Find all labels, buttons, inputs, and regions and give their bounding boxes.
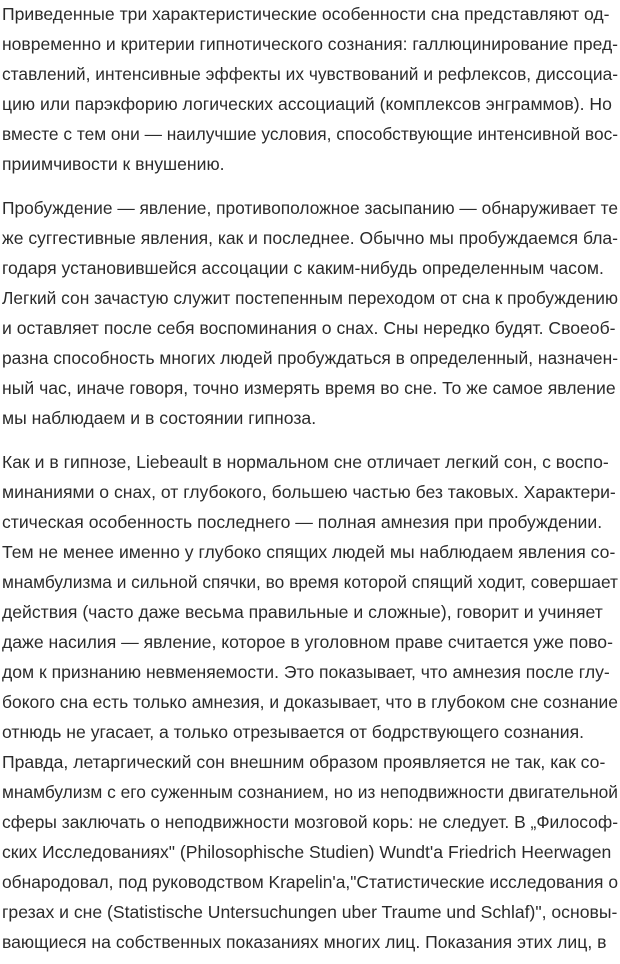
text-line: грезах и сне (Statistische Untersuchungen uber Traume und Schlaf)", основы- xyxy=(2,902,618,922)
text-line: сферы заключать о неподвижности мозговой корь: не следует. В „Философ- xyxy=(2,812,618,832)
text-line: годаря установившейся ассоцации с каким-нибудь определенным часом. xyxy=(2,258,604,278)
text-line: новременно и критерии гипнотического сознания: галлюцинирование пред- xyxy=(2,34,618,54)
text-line: Легкий сон зачастую служит постепенным переходом от сна к пробуждению xyxy=(2,288,618,308)
text-line: Приведенные три характеристические особенности сна представляют од- xyxy=(2,4,610,24)
text-line: разна способность многих людей пробуждаться в определенный, назначен- xyxy=(2,348,618,368)
text-line: мнамбулизма и сильной спячки, во время которой спящий ходит, совершает xyxy=(2,572,618,592)
text-line: Пробуждение — явление, противоположное засыпанию — обнаруживает те xyxy=(2,198,618,218)
text-line: бокого сна есть только амнезия, и доказывает, что в глубоком сне сознание xyxy=(2,692,618,712)
text-line: вместе с тем они — наилучшие условия, способствующие интенсивной вос- xyxy=(2,124,618,144)
text-line: же суггестивные явления, как и последнее. Обычно мы пробуждаемся бла- xyxy=(2,228,618,248)
text-line: отнюдь не угасает, а только отрезывается от бодрствующего сознания. xyxy=(2,722,585,742)
text-line: мы наблюдаем и в состоянии гипноза. xyxy=(2,408,317,428)
text-line: цию или парэкфорию логических ассоциаций (комплексов энграммов). Но xyxy=(2,94,612,114)
text-line: приимчивости к внушению. xyxy=(2,154,225,174)
text-line: Как и в гипнозе, Liebeault в нормальном сне отличает легкий сон, с воспо- xyxy=(2,452,609,472)
text-line: ный час, иначе говоря, точно измерять время во сне. То же самое явление xyxy=(2,378,616,398)
text-line: Правда, летаргический сон внешним образом проявляется не так, как со- xyxy=(2,752,606,772)
text-line: ских Исследованиях" (Philosophische Studien) Wundt'a Friedrich Heerwagen xyxy=(2,842,612,862)
text-line: и оставляет после себя воспоминания о снах. Сны нередко будят. Своеоб- xyxy=(2,318,616,338)
text-line: даже насилия — явление, которое в уголовном праве считается уже пово- xyxy=(2,632,613,652)
text-line: вающиеся на собственных показаниях многих лиц. Показания этих лиц, в xyxy=(2,932,607,952)
text-line: стическая особенность последнего — полная амнезия при пробуждении. xyxy=(2,512,603,532)
text-line: действия (часто даже весьма правильные и сложные), говорит и учиняет xyxy=(2,602,603,622)
text-line: обнародовал, под руководством Krapelin'a,"Статистические исследования о xyxy=(2,872,618,892)
text-line: дом к признанию невменяемости. Это показывает, что амнезия после глу- xyxy=(2,662,610,682)
text-line: ставлений, интенсивные эффекты их чувствований и рефлексов, диссоциа- xyxy=(2,64,618,84)
text-line: Тем не менее именно у глубоко спящих людей мы наблюдаем явления со- xyxy=(2,542,616,562)
text-line: мнамбулизм с его суженным сознанием, но из неподвижности двигательной xyxy=(2,782,618,802)
text-line: минаниями о снах, от глубокого, большею частью без таковых. Характери- xyxy=(2,482,616,502)
